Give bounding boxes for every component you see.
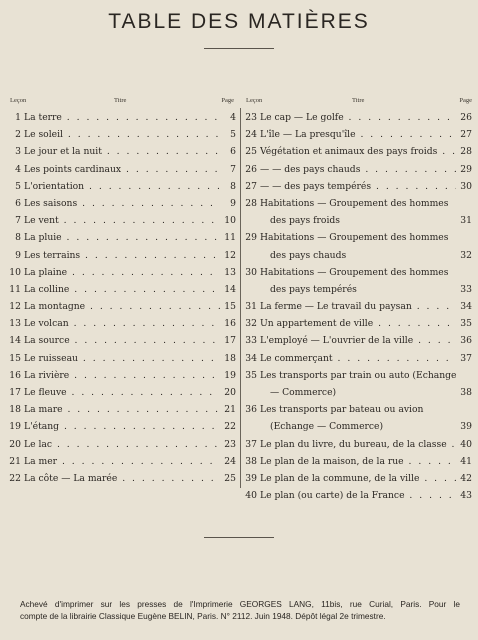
page-number: 12 (224, 249, 236, 261)
lesson-number: 40 (245, 490, 257, 502)
page-number: 7 (230, 163, 236, 175)
toc-entry (244, 318, 472, 335)
lesson-title: La pluie . . . (24, 232, 220, 244)
lesson-number: 37 (245, 438, 257, 450)
lesson-number: 36 (245, 404, 257, 416)
toc-entry (8, 421, 236, 438)
lesson-number: 38 (245, 455, 257, 467)
page-number: 39 (460, 421, 472, 433)
lesson-title-continued: des pays chauds (270, 249, 347, 261)
page-number: 43 (460, 490, 472, 502)
lesson-title: Végétation et animaux des pays froids . . . (260, 146, 456, 158)
lesson-title: La rivière . . . (24, 370, 220, 382)
page-number: 33 (460, 283, 472, 295)
page-number: 25 (224, 472, 236, 484)
page-number: 17 (224, 335, 236, 347)
toc-entry (8, 215, 236, 232)
lesson-title: — — des pays tempérés . . . (260, 181, 456, 193)
lesson-number: 39 (245, 473, 257, 485)
page-number: 29 (460, 163, 472, 175)
lesson-number: 3 (15, 146, 21, 158)
lesson-title: L'étang . . . (24, 421, 220, 433)
lesson-number: 9 (15, 249, 21, 261)
lesson-number: 30 (245, 266, 257, 278)
header-titre: Titre (114, 97, 127, 104)
page-number: 16 (224, 318, 236, 330)
lesson-title-continued: des pays froids (270, 215, 340, 227)
toc-entry (244, 335, 472, 352)
lesson-title: L'île — La presqu'île . . . (260, 129, 456, 141)
toc-entry (8, 112, 236, 129)
toc-entry (244, 267, 472, 301)
lesson-title: La mare . . . (24, 404, 220, 416)
lesson-number: 2 (15, 129, 21, 141)
toc-entry (8, 267, 236, 284)
colophon-line-1: Achevé d'imprimer sur les presses de l'Imprimerie GEORGES LANG, 11bis, rue Curial, Paris. Pour le (20, 599, 460, 609)
toc-entry (244, 473, 472, 490)
lesson-title: Les saisons . . . (24, 198, 220, 210)
toc-entry (244, 301, 472, 318)
toc-entry (244, 353, 472, 370)
toc-entry (8, 456, 236, 473)
page-number: 10 (224, 215, 236, 227)
lesson-title: La mer . . . (24, 456, 220, 468)
lesson-title: Le plan de la commune, de la ville . . . (260, 473, 456, 485)
lesson-title: Le plan de la maison, de la rue . . . (260, 456, 456, 468)
header-page-right: Page (459, 97, 472, 104)
lesson-number: 28 (245, 197, 257, 209)
lesson-title: La terre . . . (24, 112, 220, 124)
page-number: 19 (224, 369, 236, 381)
page-number: 41 (460, 455, 472, 467)
lesson-number: 19 (9, 421, 21, 433)
toc-entry (8, 250, 236, 267)
lesson-title: Le cap — Le golfe . . . (260, 112, 456, 124)
toc-entry (8, 353, 236, 370)
lesson-number: 1 (15, 112, 21, 123)
lesson-title: Le fleuve . . . (24, 387, 220, 399)
page-number: 27 (460, 129, 472, 141)
toc-entry (8, 301, 236, 318)
toc-entry (8, 335, 236, 352)
page-number: 22 (224, 421, 236, 433)
lesson-title: La côte — La marée . . . (24, 473, 220, 485)
page-number: 14 (224, 283, 236, 295)
page-number: 9 (230, 197, 236, 209)
toc-entry (244, 198, 472, 232)
page-number: 34 (460, 301, 472, 313)
header-lecon: Leçon (10, 97, 27, 104)
toc-entry (244, 129, 472, 146)
lesson-title: La plaine . . . (24, 267, 220, 279)
toc-entry (8, 146, 236, 163)
lesson-number: 24 (245, 129, 257, 141)
lesson-title: Le ruisseau . . . (24, 353, 220, 365)
lesson-number: 32 (245, 318, 257, 330)
lesson-title-continued: (Echange — Commerce) (270, 421, 384, 433)
lesson-number: 15 (9, 352, 21, 364)
toc-entry (244, 490, 472, 507)
page-number: 30 (460, 180, 472, 192)
lesson-title: Les points cardinaux . . . (24, 164, 220, 176)
lesson-number: 18 (9, 404, 21, 416)
lesson-title: La ferme — Le travail du paysan . . . (260, 301, 456, 313)
lesson-title-continued: — Commerce) (270, 387, 337, 399)
page-number: 23 (224, 438, 236, 450)
colophon-line-2: compte de la librairie Classique Eugène BELIN, Paris. N° 2112. Juin 1948. Dépôt légal 2e trimestre. (20, 611, 386, 621)
toc-entry (244, 112, 472, 129)
toc-entry (244, 164, 472, 181)
lesson-number: 13 (9, 318, 21, 330)
page-number: 36 (460, 335, 472, 347)
page-title: TABLE DES MATIÈRES (108, 10, 370, 33)
page-number: 18 (224, 352, 236, 364)
page-number: 35 (460, 318, 472, 330)
page-number: 20 (224, 387, 236, 398)
page-number: 38 (460, 387, 472, 399)
lesson-number: 8 (15, 232, 21, 244)
page-number: 13 (224, 266, 236, 278)
page-number: 11 (224, 232, 236, 244)
lesson-title: Le soleil . . . (24, 129, 220, 141)
toc-entry (8, 284, 236, 301)
toc-entry (244, 404, 472, 438)
toc-entry (244, 181, 472, 198)
toc-entry (244, 456, 472, 473)
page-number: 15 (224, 301, 236, 313)
lesson-title: Le jour et la nuit . . . (24, 146, 220, 158)
lesson-number: 34 (245, 352, 257, 364)
lesson-title: La montagne . . . (24, 301, 220, 313)
lesson-number: 33 (245, 335, 257, 347)
lesson-title: Le vent . . . (24, 215, 220, 227)
toc-entry (244, 146, 472, 163)
page-number: 8 (230, 180, 236, 192)
page-number: 42 (460, 473, 472, 485)
page-number: 31 (460, 215, 472, 227)
page-number: 26 (460, 112, 472, 123)
toc-entry (244, 370, 472, 404)
lesson-number: 20 (9, 438, 21, 450)
page-number: 6 (230, 146, 236, 158)
toc-entry (8, 387, 236, 404)
lesson-number: 25 (245, 146, 257, 158)
lesson-title: Les transports par bateau ou avion (260, 404, 424, 416)
toc-entry (244, 232, 472, 266)
lesson-number: 5 (15, 180, 21, 192)
toc-list-left (8, 112, 236, 490)
toc-entry (8, 473, 236, 490)
title-divider (204, 48, 274, 49)
toc-entry (8, 164, 236, 181)
toc-entry (8, 198, 236, 215)
header-lecon-right: Leçon (246, 97, 263, 104)
page-number: 5 (230, 129, 236, 141)
toc-entry (8, 181, 236, 198)
page-number: 40 (460, 438, 472, 450)
lesson-number: 11 (9, 283, 21, 295)
lesson-number: 22 (9, 472, 21, 484)
lesson-title: Les transports par train ou auto (Echange (260, 369, 457, 381)
toc-entry (8, 404, 236, 421)
header-page: Page (221, 97, 234, 104)
lesson-title: La colline . . . (24, 284, 220, 296)
lesson-title: Habitations — Groupement des hommes (260, 232, 449, 244)
toc-entry (8, 318, 236, 335)
toc-entry (244, 439, 472, 456)
lesson-title: Habitations — Groupement des hommes (260, 197, 449, 209)
lesson-number: 35 (245, 369, 257, 381)
toc-entry (8, 439, 236, 456)
lesson-title: Le lac . . . (24, 439, 220, 451)
page-number: 24 (224, 455, 236, 467)
toc-entry (8, 232, 236, 249)
lesson-title: L'orientation . . . (24, 181, 220, 193)
header-titre-right: Titre (352, 97, 365, 104)
column-divider (240, 108, 241, 488)
lesson-title-continued: des pays tempérés (270, 283, 357, 295)
lesson-number: 21 (9, 455, 21, 467)
lesson-title: Le plan (ou carte) de la France . . . (260, 490, 456, 502)
lesson-title: Le plan du livre, du bureau, de la classe . . . (260, 439, 456, 451)
page-number: 32 (460, 249, 472, 261)
page-number: 21 (224, 404, 236, 416)
lesson-number: 4 (15, 163, 21, 175)
lesson-number: 29 (245, 232, 257, 244)
lesson-number: 6 (15, 197, 21, 209)
lesson-number: 27 (245, 180, 257, 192)
lesson-title: Un appartement de ville . . . (260, 318, 456, 330)
page-number: 37 (460, 352, 472, 364)
printer-colophon (20, 598, 460, 622)
lesson-number: 26 (245, 163, 257, 175)
toc-entry (8, 370, 236, 387)
lesson-title: La source . . . (24, 335, 220, 347)
lesson-number: 31 (245, 301, 257, 313)
lesson-title: — — des pays chauds . . . (260, 164, 456, 176)
lesson-title: Le volcan . . . (24, 318, 220, 330)
lesson-number: 17 (9, 387, 21, 398)
lesson-number: 16 (9, 369, 21, 381)
lesson-title: Habitations — Groupement des hommes (260, 266, 449, 278)
lesson-number: 7 (15, 215, 21, 227)
bottom-divider (204, 537, 274, 538)
lesson-title: Le commerçant . . . (260, 353, 456, 365)
toc-entry (8, 129, 236, 146)
lesson-title: L'employé — L'ouvrier de la ville . . . (260, 335, 456, 347)
lesson-number: 10 (9, 266, 21, 278)
toc-list-right (244, 112, 472, 507)
lesson-number: 14 (9, 335, 21, 347)
lesson-title: Les terrains . . . (24, 250, 220, 262)
page-number: 28 (460, 146, 472, 158)
lesson-number: 12 (9, 301, 21, 313)
lesson-number: 23 (245, 112, 257, 123)
page-number: 4 (230, 112, 236, 123)
